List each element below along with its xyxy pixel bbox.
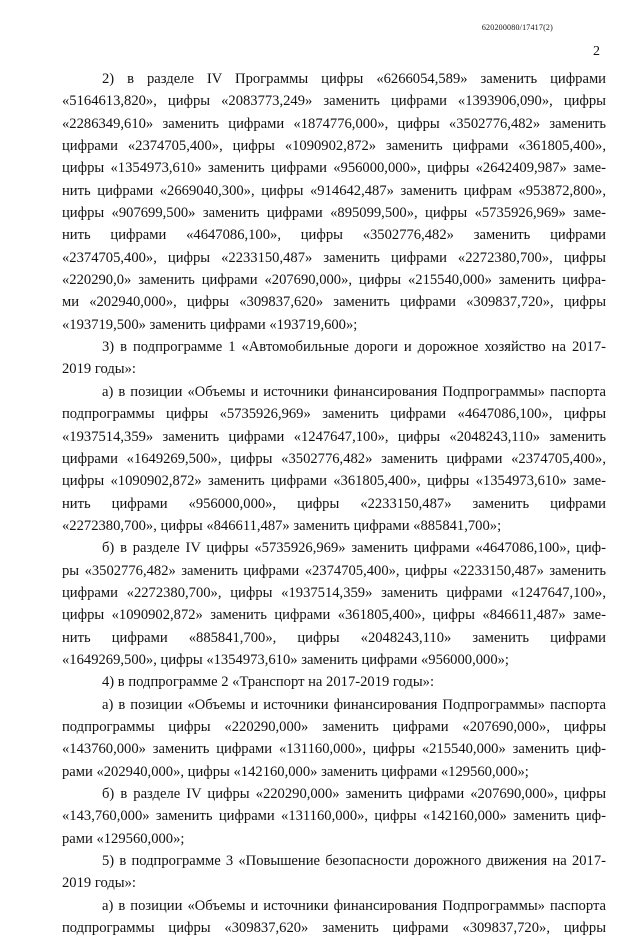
text-line: «2286349,610» заменить цифрами «1874776,000», цифры «3502776,482» заменить bbox=[62, 115, 606, 132]
text-line: «1937514,359» заменить цифрами «1247647,100», цифры «2048243,110» заменить bbox=[62, 428, 606, 445]
text-line: 4) в подпрограмме 2 «Транспорт на 2017-2019 годы»: bbox=[102, 674, 435, 691]
text-line: цифры «1354973,610» заменить цифрами «956000,000», цифры «2642409,987» заме- bbox=[62, 160, 606, 177]
text-line: 2019 годы»: bbox=[62, 875, 136, 892]
text-line: а) в позиции «Объемы и источники финансирования Подпрограммы» паспорта bbox=[102, 383, 606, 400]
text-line: подпрограммы цифры «220290,000» заменить цифрами «207690,000», цифры bbox=[62, 718, 606, 735]
text-line: цифры «1090902,872» заменить цифрами «361805,400», цифры «846611,487» заме- bbox=[62, 607, 606, 624]
document-body bbox=[62, 68, 606, 939]
text-line: «143760,000» заменить цифрами «131160,000», цифры «215540,000» заменить циф- bbox=[62, 741, 606, 758]
text-line: а) в позиции «Объемы и источники финансирования Подпрограммы» паспорта bbox=[102, 897, 606, 914]
text-line: 5) в подпрограмме 3 «Повышение безопасности дорожного движения на 2017- bbox=[102, 853, 606, 870]
text-line: «5164613,820», цифры «2083773,249» заменить цифрами «1393906,090», цифры bbox=[62, 93, 606, 110]
text-line: 3) в подпрограмме 1 «Автомобильные дороги и дорожное хозяйство на 2017- bbox=[102, 339, 606, 356]
text-line: а) в позиции «Объемы и источники финансирования Подпрограммы» паспорта bbox=[102, 696, 606, 713]
text-line: цифрами «2374705,400», цифры «1090902,872» заменить цифрами «361805,400», bbox=[62, 138, 606, 155]
text-line: «143,760,000» заменить цифрами «131160,000», цифры «142160,000» заменить циф- bbox=[62, 808, 606, 825]
document-code: 620200080/17417(2) bbox=[481, 23, 553, 32]
text-line: «1649269,500», цифры «1354973,610» заменить цифрами «956000,000»; bbox=[62, 651, 509, 668]
text-line: цифрами «2272380,700», цифры «1937514,359» заменить цифрами «1247647,100», bbox=[62, 584, 606, 601]
text-line: 2019 годы»: bbox=[62, 361, 136, 378]
text-line: 2) в разделе IV Программы цифры «6266054,589» заменить цифрами bbox=[102, 71, 606, 87]
text-line: «193719,500» заменить цифрами «193719,600»; bbox=[62, 316, 358, 333]
text-line: нить цифрами «2669040,300», цифры «914642,487» заменить цифрам «953872,800», bbox=[62, 182, 606, 199]
page-number: 2 bbox=[593, 44, 600, 59]
text-line: подпрограммы цифры «309837,620» заменить цифрами «309837,720», цифры bbox=[62, 920, 606, 937]
text-line: нить цифрами «956000,000», цифры «2233150,487» заменить цифрами bbox=[62, 495, 606, 512]
text-line: б) в разделе IV цифры «5735926,969» заменить цифрами «4647086,100», циф- bbox=[102, 540, 606, 557]
text-line: «220290,0» заменить цифрами «207690,000», цифры «215540,000» заменить цифра- bbox=[62, 272, 606, 289]
text-line: цифры «1090902,872» заменить цифрами «361805,400», цифры «1354973,610» заме- bbox=[62, 473, 606, 490]
text-line: ры «3502776,482» заменить цифрами «2374705,400», цифры «2233150,487» заменить bbox=[62, 562, 606, 579]
text-line: «2374705,400», цифры «2233150,487» заменить цифрами «2272380,700», цифры bbox=[62, 249, 606, 266]
text-line: рами «202940,000», цифры «142160,000» заменить цифрами «129560,000»; bbox=[62, 763, 529, 780]
text-line: цифры «907699,500» заменить цифрами «895099,500», цифры «5735926,969» заме- bbox=[62, 205, 606, 222]
text-line: нить цифрами «4647086,100», цифры «3502776,482» заменить цифрами bbox=[62, 227, 606, 244]
text-line: подпрограммы цифры «5735926,969» заменить цифрами «4647086,100», цифры bbox=[62, 406, 606, 423]
text-line: ми «202940,000», цифры «309837,620» заменить цифрами «309837,720», цифры bbox=[62, 294, 606, 311]
text-line: б) в разделе IV цифры «220290,000» заменить цифрами «207690,000», цифры bbox=[102, 786, 606, 802]
text-line: «2272380,700», цифры «846611,487» заменить цифрами «885841,700»; bbox=[62, 517, 502, 534]
text-line: рами «129560,000»; bbox=[62, 830, 185, 847]
text-line: нить цифрами «885841,700», цифры «2048243,110» заменить цифрами bbox=[62, 629, 606, 646]
text-line: цифрами «1649269,500», цифры «3502776,482» заменить цифрами «2374705,400», bbox=[62, 450, 606, 467]
